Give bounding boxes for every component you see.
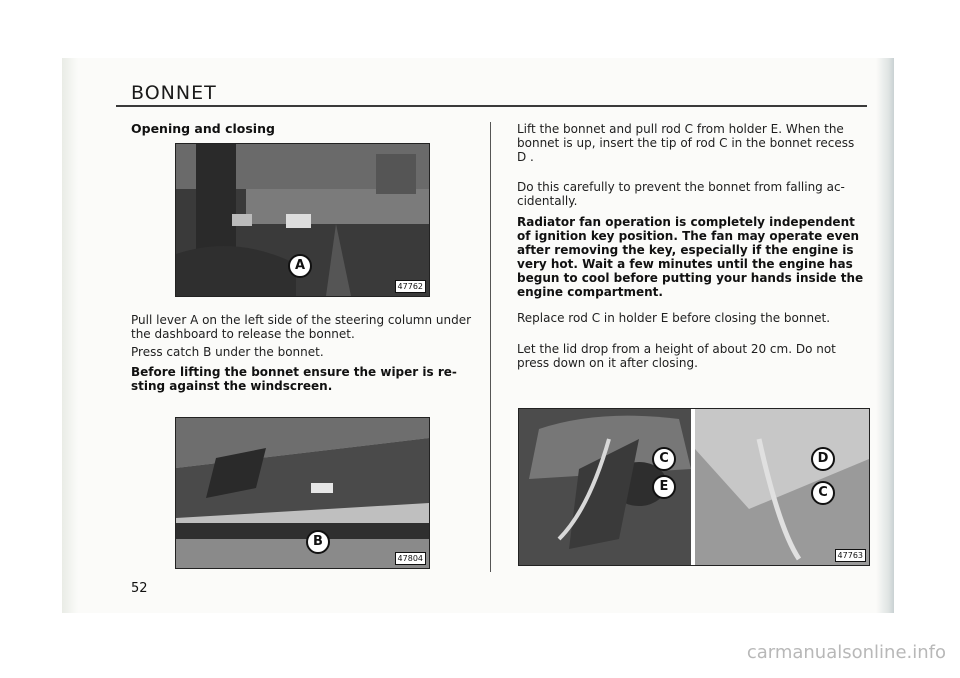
callout-c-2: C [811, 481, 835, 505]
photo-number: 47804 [395, 552, 426, 565]
callout-c: C [652, 447, 676, 471]
callout-a: A [288, 254, 312, 278]
callout-b: B [306, 530, 330, 554]
subheading: Opening and closing [131, 121, 275, 136]
photo-bonnet-lever [175, 143, 430, 297]
photo-bonnet-catch [175, 417, 430, 569]
lever-instruction: Pull lever A on the left side of the steering column under the dashboard to release the bonnet. [131, 313, 472, 341]
rod-instruction: Lift the bonnet and pull rod C from holder E. When the bonnet is up, insert the tip of rod C in the bonnet recess D . [517, 122, 855, 164]
watermark: carmanualsonline.info [746, 642, 946, 663]
wiper-warning: Before lifting the bonnet ensure the wiper is re-sting against the windscreen. [131, 365, 457, 393]
title-rule [116, 105, 867, 107]
page-edge-left [62, 58, 78, 613]
photo-bonnet-rod [518, 408, 870, 566]
photo-number: 47763 [835, 549, 866, 562]
closing-instruction: Let the lid drop from a height of about 20 cm. Do not press down on it after closing. [517, 342, 836, 370]
callout-e: E [652, 475, 676, 499]
fan-warning: Radiator fan operation is completely independent of ignition key position. The fan may operate even after removing the key, especially if the engine is very hot. Wait a few minutes until the engine has begun to cool before putting your hands inside the engine compartment. [517, 215, 864, 299]
photo-number: 47762 [395, 280, 426, 293]
page-number: 52 [131, 581, 148, 596]
catch-instruction: Press catch B under the bonnet. [131, 345, 324, 359]
replace-rod-instruction: Replace rod C in holder E before closing the bonnet. [517, 311, 831, 325]
section-title: BONNET [131, 82, 217, 104]
caution-text: Do this carefully to prevent the bonnet from falling ac-cidentally. [517, 180, 845, 208]
photo-bonnet-catch-image [176, 418, 429, 568]
column-divider [490, 122, 491, 572]
callout-d: D [811, 447, 835, 471]
page-edge-right [876, 58, 894, 613]
